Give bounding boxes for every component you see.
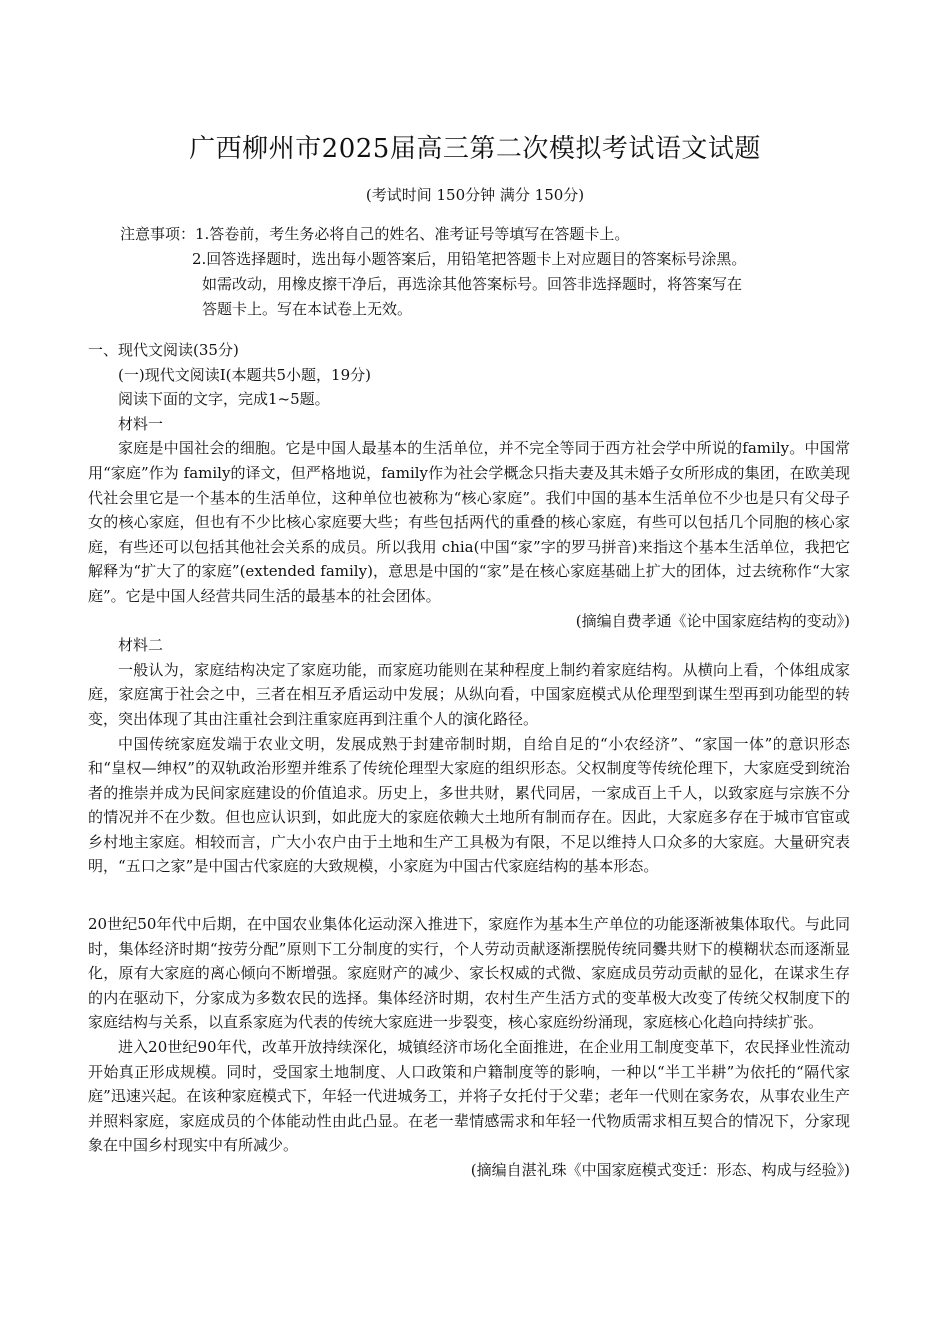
material-1-source: (摘编自费孝通《论中国家庭结构的变动》) <box>575 611 850 630</box>
material-1-label: 材料一 <box>118 414 164 433</box>
material-2-paragraph-1: 一般认为，家庭结构决定了家庭功能，而家庭功能则在某种程度上制约着家庭结构。从横向上看，个体组成家庭，家庭寓于社会之中，三者在相互矛盾运动中发展；从纵向看，中国家庭模式从伦理型到谋生型再到功能型的转变，突出体现了其由注重社会到注重家庭再到注重个人的演化路径。 <box>88 660 850 728</box>
exam-time-info: (考试时间 150分钟 满分 150分) <box>365 186 585 204</box>
section-instruction: 阅读下面的文字，完成1~5题。 <box>118 390 330 409</box>
note-item-1: 注意事项：1.答卷前，考生务必将自己的姓名、准考证号等填写在答题卡上。 <box>120 225 630 243</box>
material-2-paragraph-2: 中国传统家庭发端于农业文明，发展成熟于封建帝制时期，自给自足的“小农经济”、“家国一体”的意识形态和“皇权—绅权”的双轨政治形塑并维系了传统伦理型大家庭的组织形态。父权制度等传统伦理下，大家庭受到统治者的推崇并成为民间家庭建设的价值追求。历史上，多世共财，累代同居，一家成百上千人，以致家庭与宗族不分的情况并不在少数。但也应认识到，如此庞大的家庭依赖大土地所有制而存在。因此，大家庭多存在于城市官宦或乡村地主家庭。相较而言，广大小农户由于土地和生产工具极为有限，不足以维持人口众多的大家庭。大量研究表明，“五口之家”是中国古代家庭的大致规模，小家庭为中国古代家庭结构的基本形态。 <box>88 734 850 876</box>
material-2-label: 材料二 <box>118 636 164 655</box>
material-1-paragraph: 家庭是中国社会的细胞。它是中国人最基本的生活单位，并不完全等同于西方社会学中所说的family。中国常用“家庭”作为 family的译文，但严格地说，family作为社会学概念只指夫妻及其未婚子女所形成的集团，在欧美现代社会里它是一个基本的生活单位，这种单位也被称为“核心家庭”。我们中国的基本生活单位不少也是只有父母子女的核心家庭，但也有不少比核心家庭要大些；有些包括两代的重叠的核心家庭，有些可以包括几个同胞的核心家庭，有些还可以包括其他社会关系的成员。所以我用 chia(中国“家”字的罗马拼音)来指这个基本生活单位，我把它解释为“扩大了的家庭”(extended family)，意思是中国的“家”是在核心家庭基础上扩大的团体，过去统称作“大家庭”。它是中国人经营共同生活的最基本的社会团体。 <box>88 439 850 605</box>
reading-section-continued <box>88 912 850 1183</box>
page-title: 广西柳州市2025届高三第二次模拟考试语文试题 <box>189 134 761 164</box>
section-subheading: (一)现代文阅读Ⅰ(本题共5小题，19分) <box>118 365 371 384</box>
material-2-paragraph-3: 20世纪50年代中后期，在中国农业集体化运动深入推进下，家庭作为基本生产单位的功能逐渐被集体取代。与此同时，集体经济时期“按劳分配”原则下工分制度的实行，个人劳动贡献逐渐摆脱传统同爨共财下的模糊状态而逐渐显化，原有大家庭的离心倾向不断增强。家庭财产的减少、家长权威的式微、家庭成员劳动贡献的显化，在谋求生存的内在驱动下，分家成为多数农民的选择。集体经济时期，农村生产生活方式的变革极大改变了传统父权制度下的家庭结构与关系，以直系家庭为代表的传统大家庭进一步裂变，核心家庭纷纷涌现，家庭核心化趋向持续扩张。 <box>88 915 850 1032</box>
note-item-2-line-1: 2.回答选择题时，选出每小题答案后，用铅笔把答题卡上对应题目的答案标号涂黑。 <box>192 250 747 268</box>
note-item-2-line-3: 答题卡上。写在本试卷上无效。 <box>202 300 413 318</box>
material-2-paragraph-4: 进入20世纪90年代，改革开放持续深化，城镇经济市场化全面推进，在企业用工制度变革下，农民择业性流动开始真正形成规模。同时，受国家土地制度、人口政策和户籍制度等的影响，一种以“半工半耕”为依托的“隔代家庭”迅速兴起。在该种家庭模式下，年轻一代进城务工，并将子女托付于父辈；老年一代则在家务农，从事农业生产并照料家庭，家庭成员的个体能动性由此凸显。在老一辈情感需求和年轻一代物质需求相互契合的情况下，分家现象在中国乡村现实中有所减少。 <box>88 1037 850 1155</box>
reading-section <box>88 338 850 879</box>
exam-notes <box>120 222 860 322</box>
section-heading: 一、现代文阅读(35分) <box>88 341 239 359</box>
material-2-source: (摘编自湛礼珠《中国家庭模式变迁：形态、构成与经验》) <box>470 1160 850 1179</box>
note-item-2-line-2: 如需改动，用橡皮擦干净后，再选涂其他答案标号。回答非选择题时，将答案写在 <box>202 275 743 293</box>
